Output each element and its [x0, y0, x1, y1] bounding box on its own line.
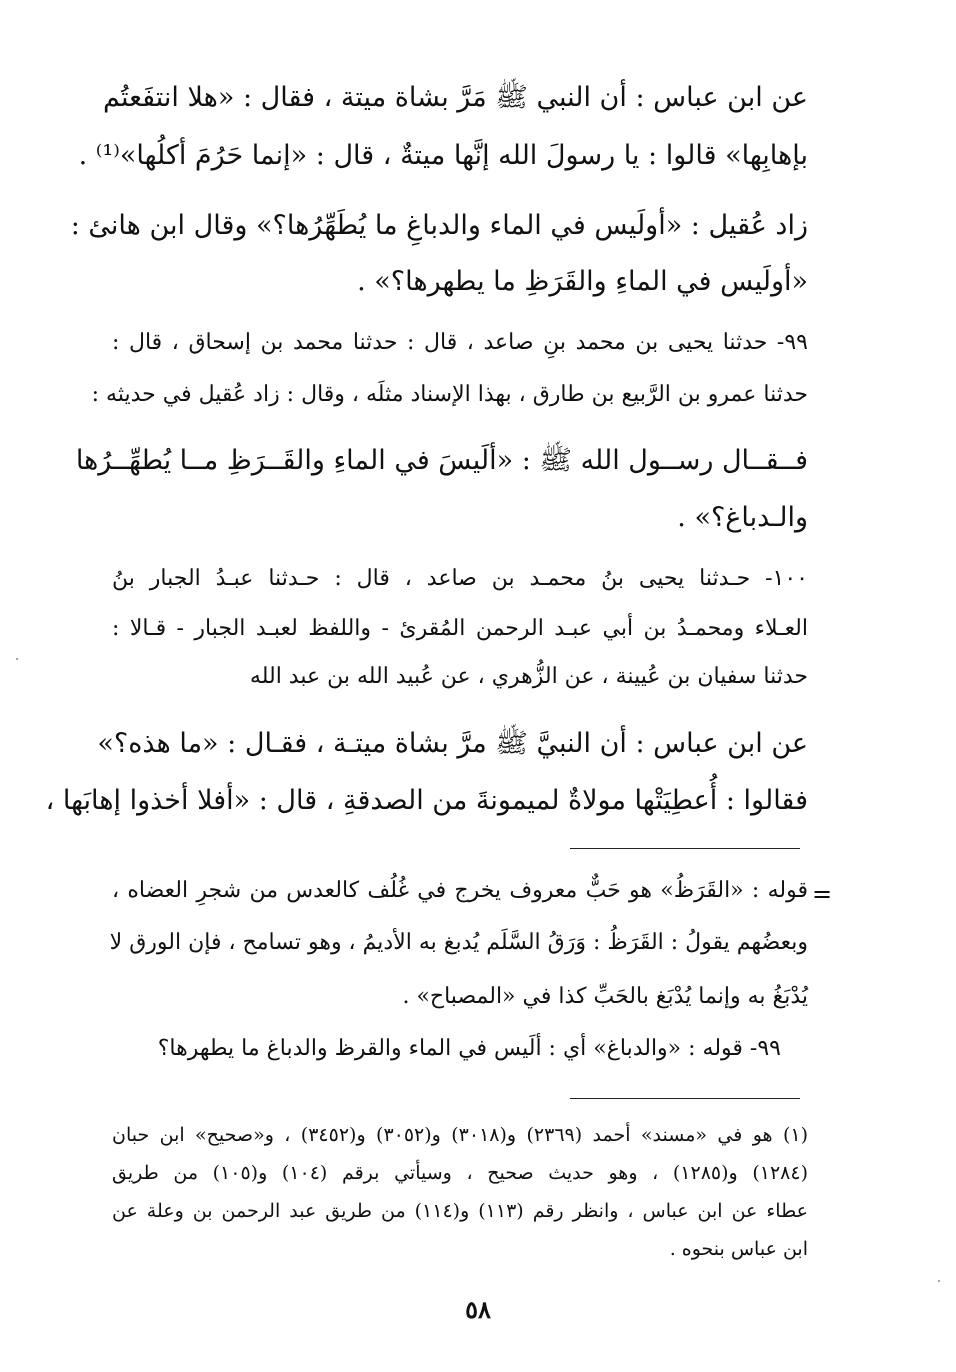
footnote-line: ابن عباس بنحوه .	[669, 1238, 808, 1260]
notes-separator	[570, 848, 800, 849]
text-line: بإهابِها» قالوا : يا رسولَ الله إنَّها ميتةٌ ، قال : «إنما حَرُمَ أكلُها»⁽¹⁾ .	[78, 140, 808, 171]
text-line: والـدباغ؟» .	[677, 502, 808, 533]
text-line: حدثنا سفيان بن عُيينة ، عن الزُّهري ، عن عُبيد الله بن عبد الله	[249, 664, 808, 689]
scan-speck	[16, 658, 18, 660]
text-line: فقالوا : أُعطِيَتْها مولاةٌ لميمونةَ من الصدقةِ ، قال : «أفلا أخذوا إهابَها ،	[45, 785, 808, 816]
text-line: ١٠٠- حـدثنا يحيى بنُ محمـد بن صاعد ، قال : حـدثنا عبـدُ الجبار بنُ	[112, 566, 808, 591]
footnote-line: عطاء عن ابن عباس ، وانظر رقم (١١٣) و(١١٤) من طريق عبد الرحمن بن وعلة عن	[112, 1200, 808, 1222]
text-line: فــقــال رســول الله ﷺ : «ألَيسَ في الماءِ والقَــرَظِ مــا يُطهِّــرُها	[75, 445, 808, 476]
text-line: «أولَيس في الماءِ والقَرَظِ ما يطهرها؟» .	[357, 266, 808, 297]
continuation-marker: =	[812, 880, 833, 908]
footnote-line: (١٢٨٤) و(١٢٨٥) ، وهو حديث صحيح ، وسيأتي برقم (١٠٤) و(١٠٥) من طريق	[112, 1162, 808, 1184]
footnote-separator	[570, 1098, 800, 1099]
text-line: عن ابن عباس : أن النبي ﷺ مَرَّ بشاة ميتة ، فقال : «هلا انتفَعتُم	[102, 82, 808, 113]
text-line: العـلاء ومحمـدُ بن أبي عبـد الرحمن المُقرئ - واللفظ لعبـد الجبار - قـالا :	[112, 616, 808, 641]
text-line: زاد عُقيل : «أولَيس في الماء والدباغِ ما يُطَهِّرُها؟» وقال ابن هانئ :	[70, 210, 808, 241]
note-line: وبعضُهم يقولُ : القَرَظُ : وَرَقُ السَّلَم يُدبغ به الأديمُ ، وهو تسامح ، فإن الورق لا	[109, 930, 808, 955]
text-line: حدثنا عمرو بن الرَّبيع بن طارق ، بهذا الإسناد مثلَه ، وقال : زاد عُقيل في حديثه :	[91, 382, 808, 407]
note-line: قوله : «القَرَظُ» هو حَبٌّ معروف يخرج في غُلُف كالعدس من شجرِ العضاه ،	[112, 878, 808, 903]
footnote-line: (١) هو في «مسند» أحمد (٢٣٦٩) و(٣٠١٨) و(٣٠٥٢) و(٣٤٥٢) ، و«صحيح» ابن حبان	[112, 1124, 808, 1146]
note-line: يُدْبَغُ به وإنما يُدْبَغ بالحَبِّ كذا في «المصباح» .	[402, 984, 808, 1009]
text-line: ٩٩- حدثنا يحيى بن محمد بنِ صاعد ، قال : حدثنا محمد بن إسحاق ، قال :	[112, 330, 808, 355]
page-number: ٥٨	[465, 1295, 491, 1324]
note-line: ٩٩- قوله : «والدباغ» أي : ألَيس في الماء والقرظ والدباغ ما يطهرها؟	[157, 1036, 781, 1061]
text-line: عن ابن عباس : أن النبيَّ ﷺ مرَّ بشاة ميتـة ، فقـال : «ما هذه؟»	[97, 728, 808, 759]
scan-speck	[938, 1280, 940, 1282]
